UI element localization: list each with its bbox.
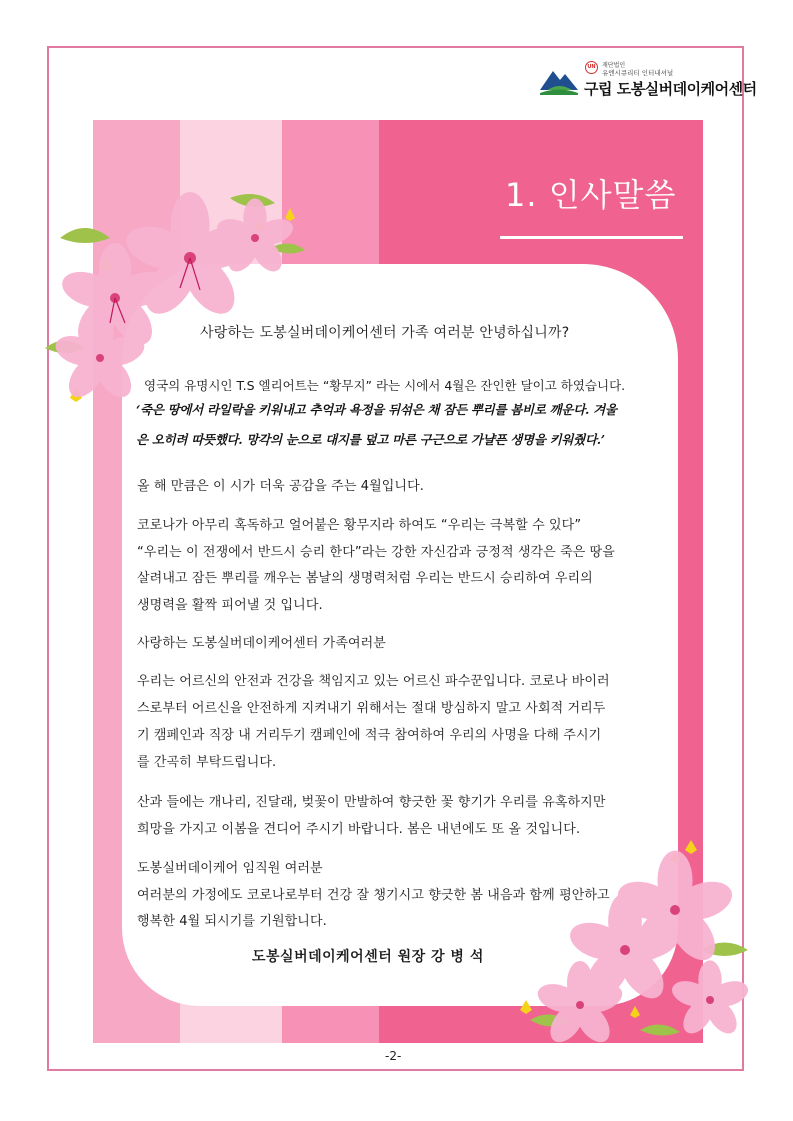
- paragraph-6-line-1: 도봉실버데이케어 임직원 여러분: [137, 861, 323, 876]
- paragraph-4-line-2: 스로부터 어르신을 안전하게 지켜내기 위해서는 절대 방심하지 말고 사회적 거리두: [137, 701, 606, 716]
- azalea-flowers-bottom-icon: [520, 840, 750, 1050]
- paragraph-2-line-4: 생명력을 활짝 피어낼 것 입니다.: [137, 598, 323, 613]
- signature: 도봉실버데이케어센터 원장 강 병 석: [252, 949, 484, 965]
- greeting-line: 사랑하는 도봉실버데이케어센터 가족 여러분 안녕하십니까?: [200, 325, 570, 341]
- paragraph-1: 올 해 만큼은 이 시가 더욱 공감을 주는 4월입니다.: [137, 479, 424, 494]
- paragraph-6-line-3: 행복한 4월 되시기를 기원합니다.: [137, 914, 327, 929]
- title-underline: [500, 236, 683, 239]
- section-title: 1. 인사말씀: [505, 176, 677, 214]
- paragraph-4-line-1: 우리는 어르신의 안전과 건강을 책임지고 있는 어르신 파수꾼입니다. 코로나 바이러: [137, 674, 610, 689]
- paragraph-4-line-4: 를 간곡히 부탁드립니다.: [137, 755, 277, 770]
- paragraph-2-line-2: “우리는 이 전쟁에서 반드시 승리 한다”라는 강한 자신감과 긍정적 생각은 죽은 땅을: [137, 545, 615, 560]
- quote-intro: 영국의 유명시인 T.S 엘리어트는 “황무지” 라는 시에서 4월은 잔인한 달이고 하였습니다.: [144, 378, 626, 393]
- un-badge-icon: UN: [585, 61, 598, 74]
- poem-line-2: 은 오히려 따뜻했다. 망각의 눈으로 대지를 덮고 마른 구근으로 가냘픈 생명을 키워줬다.’: [136, 432, 605, 447]
- paragraph-2-line-1: 코로나가 아무리 혹독하고 얼어붙은 황무지라 하여도 “우리는 극복할 수 있다”: [137, 518, 582, 533]
- paragraph-2-line-3: 살려내고 잠든 뿌리를 깨우는 봄날의 생명력처럼 우리는 반드시 승리하여 우리의: [137, 571, 593, 586]
- poem-line-1: ‘죽은 땅에서 라일락을 키워내고 추억과 욕정을 뒤섞은 채 잠든 뿌리를 봄비로 깨운다. 겨울: [136, 402, 617, 417]
- org-name: 구립 도봉실버데이케어센터: [584, 80, 757, 98]
- paragraph-5-line-1: 산과 들에는 개나리, 진달래, 벚꽃이 만발하여 향긋한 꽃 향기가 우리를 유혹하지만: [137, 795, 606, 810]
- page-number: -2-: [385, 1049, 402, 1063]
- org-small-text-2: 유엔시큐리티 인터내셔널: [602, 69, 674, 77]
- paragraph-5-line-2: 희망을 가지고 이봄을 견디어 주시기 바랍니다. 봄은 내년에도 또 올 것입니다.: [137, 822, 581, 837]
- mountain-logo-icon: [538, 62, 580, 96]
- org-small-text-1: 재단법인: [602, 62, 626, 69]
- paragraph-4-line-3: 기 캠페인과 직장 내 거리두기 캠페인에 적극 참여하여 우리의 사명을 다해 주시기: [137, 728, 602, 743]
- paragraph-3: 사랑하는 도봉실버데이케어센터 가족여러분: [137, 636, 386, 651]
- paragraph-6-line-2: 여러분의 가정에도 코로나로부터 건강 잘 챙기시고 향긋한 봄 내음과 함께 평안하고: [137, 888, 610, 903]
- organization-logo: [538, 60, 757, 104]
